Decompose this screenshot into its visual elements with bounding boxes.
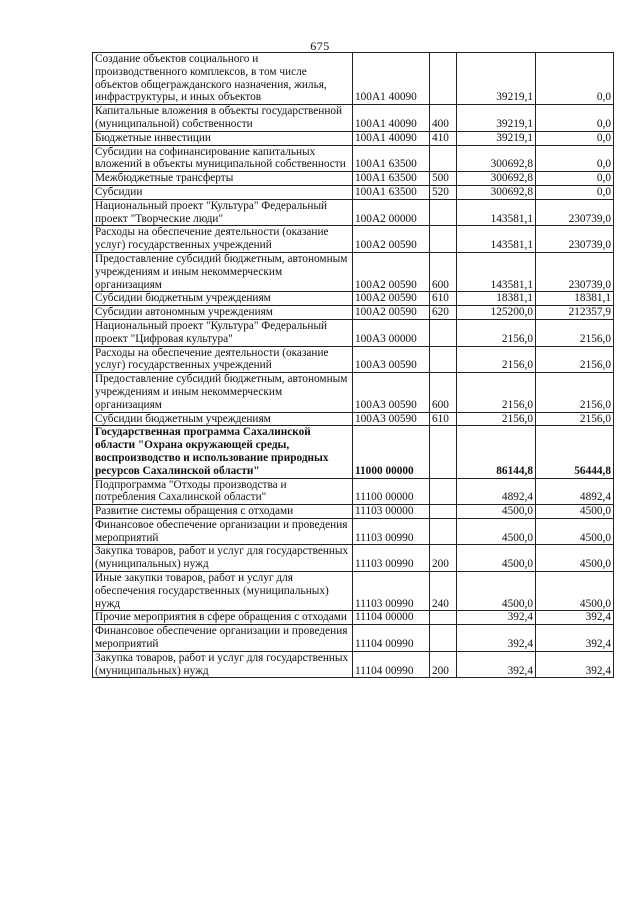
row-name-cell: Государственная программа Сахалинской области "Охрана окружающей среды, воспроизводство и использование природных ресурсов Сахалинской области" xyxy=(93,426,353,478)
row-name-cell: Закупка товаров, работ и услуг для государственных (муниципальных) нужд xyxy=(93,545,353,572)
table-row xyxy=(93,53,614,105)
row-expense-type-cell: 610 xyxy=(430,292,457,306)
row-code-cell: 11104 00000 xyxy=(353,611,430,625)
row-name-cell: Субсидии бюджетным учреждениям xyxy=(93,292,353,306)
row-value-1-cell: 2156,0 xyxy=(457,412,536,426)
row-value-2-cell: 0,0 xyxy=(536,145,614,172)
row-value-1-cell: 125200,0 xyxy=(457,306,536,320)
row-value-1-cell: 2156,0 xyxy=(457,319,536,346)
row-value-2-cell: 2156,0 xyxy=(536,346,614,373)
row-value-1-cell: 300692,8 xyxy=(457,172,536,186)
row-name-cell: Субсидии xyxy=(93,185,353,199)
row-name-cell: Субсидии автономным учреждениям xyxy=(93,306,353,320)
row-expense-type-cell xyxy=(430,319,457,346)
table-row xyxy=(93,145,614,172)
table-row xyxy=(93,185,614,199)
row-value-2-cell: 392,4 xyxy=(536,625,614,652)
row-value-2-cell: 0,0 xyxy=(536,53,614,105)
row-expense-type-cell xyxy=(430,145,457,172)
row-value-2-cell: 230739,0 xyxy=(536,252,614,291)
row-expense-type-cell xyxy=(430,53,457,105)
table-row xyxy=(93,131,614,145)
table-row xyxy=(93,292,614,306)
row-name-cell: Иные закупки товаров, работ и услуг для обеспечения государственных (муниципальных) нужд xyxy=(93,572,353,611)
table-row xyxy=(93,651,614,678)
row-name-cell: Расходы на обеспечение деятельности (оказание услуг) государственных учреждений xyxy=(93,226,353,253)
row-name-cell: Национальный проект "Культура" Федеральный проект "Творческие люди" xyxy=(93,199,353,226)
row-value-2-cell: 18381,1 xyxy=(536,292,614,306)
row-value-1-cell: 300692,8 xyxy=(457,145,536,172)
row-expense-type-cell: 520 xyxy=(430,185,457,199)
row-expense-type-cell xyxy=(430,518,457,545)
table-row xyxy=(93,478,614,505)
row-code-cell: 100А3 00590 xyxy=(353,373,430,412)
table-row xyxy=(93,505,614,519)
row-value-2-cell: 4500,0 xyxy=(536,505,614,519)
row-value-1-cell: 39219,1 xyxy=(457,105,536,132)
row-expense-type-cell xyxy=(430,426,457,478)
row-code-cell: 100А2 00590 xyxy=(353,306,430,320)
row-value-1-cell: 300692,8 xyxy=(457,185,536,199)
row-code-cell: 100А2 00590 xyxy=(353,226,430,253)
row-name-cell: Предоставление субсидий бюджетным, автономным учреждениям и иным некоммерческим организациям xyxy=(93,252,353,291)
row-code-cell: 11103 00990 xyxy=(353,518,430,545)
row-name-cell: Предоставление субсидий бюджетным, автономным учреждениям и иным некоммерческим организациям xyxy=(93,373,353,412)
table-row xyxy=(93,105,614,132)
row-name-cell: Развитие системы обращения с отходами xyxy=(93,505,353,519)
row-name-cell: Капитальные вложения в объекты государственной (муниципальной) собственности xyxy=(93,105,353,132)
row-code-cell: 100А3 00590 xyxy=(353,346,430,373)
row-value-1-cell: 39219,1 xyxy=(457,131,536,145)
row-code-cell: 100А1 40090 xyxy=(353,131,430,145)
row-name-cell: Межбюджетные трансферты xyxy=(93,172,353,186)
row-expense-type-cell xyxy=(430,346,457,373)
table-row xyxy=(93,545,614,572)
row-value-1-cell: 4500,0 xyxy=(457,518,536,545)
row-expense-type-cell: 240 xyxy=(430,572,457,611)
row-code-cell: 100А1 40090 xyxy=(353,53,430,105)
row-expense-type-cell: 610 xyxy=(430,412,457,426)
row-code-cell: 100А1 63500 xyxy=(353,185,430,199)
row-value-1-cell: 143581,1 xyxy=(457,199,536,226)
row-name-cell: Расходы на обеспечение деятельности (оказание услуг) государственных учреждений xyxy=(93,346,353,373)
row-value-2-cell: 4500,0 xyxy=(536,545,614,572)
row-value-1-cell: 2156,0 xyxy=(457,373,536,412)
row-code-cell: 100А2 00590 xyxy=(353,292,430,306)
row-code-cell: 100А2 00590 xyxy=(353,252,430,291)
row-expense-type-cell: 200 xyxy=(430,545,457,572)
row-value-1-cell: 86144,8 xyxy=(457,426,536,478)
row-expense-type-cell xyxy=(430,505,457,519)
row-value-1-cell: 143581,1 xyxy=(457,252,536,291)
row-value-2-cell: 56444,8 xyxy=(536,426,614,478)
row-value-1-cell: 4500,0 xyxy=(457,505,536,519)
budget-table-body xyxy=(93,53,614,678)
row-code-cell: 100А1 63500 xyxy=(353,172,430,186)
row-value-1-cell: 4500,0 xyxy=(457,572,536,611)
row-code-cell: 11100 00000 xyxy=(353,478,430,505)
row-value-2-cell: 0,0 xyxy=(536,131,614,145)
row-value-2-cell: 2156,0 xyxy=(536,319,614,346)
row-code-cell: 100А1 63500 xyxy=(353,145,430,172)
table-row xyxy=(93,306,614,320)
row-value-1-cell: 392,4 xyxy=(457,651,536,678)
row-name-cell: Субсидии на софинансирование капитальных вложений в объекты муниципальной собственности xyxy=(93,145,353,172)
row-expense-type-cell xyxy=(430,478,457,505)
table-row xyxy=(93,426,614,478)
row-name-cell: Создание объектов социального и производственного комплексов, в том числе объектов общегражданского назначения, жилья, инфраструктуры, и иных объектов xyxy=(93,53,353,105)
row-value-1-cell: 2156,0 xyxy=(457,346,536,373)
table-row xyxy=(93,611,614,625)
row-value-2-cell: 4500,0 xyxy=(536,518,614,545)
row-code-cell: 100А3 00590 xyxy=(353,412,430,426)
row-value-2-cell: 392,4 xyxy=(536,651,614,678)
row-value-1-cell: 4892,4 xyxy=(457,478,536,505)
row-value-2-cell: 0,0 xyxy=(536,172,614,186)
table-row xyxy=(93,199,614,226)
table-row xyxy=(93,346,614,373)
row-value-2-cell: 392,4 xyxy=(536,611,614,625)
table-row xyxy=(93,319,614,346)
table-row xyxy=(93,572,614,611)
row-name-cell: Закупка товаров, работ и услуг для государственных (муниципальных) нужд xyxy=(93,651,353,678)
row-expense-type-cell xyxy=(430,199,457,226)
table-row xyxy=(93,625,614,652)
budget-table xyxy=(92,52,614,678)
page-number: 675 xyxy=(310,39,330,53)
row-expense-type-cell xyxy=(430,625,457,652)
row-value-2-cell: 230739,0 xyxy=(536,199,614,226)
row-expense-type-cell xyxy=(430,226,457,253)
row-expense-type-cell: 500 xyxy=(430,172,457,186)
row-value-2-cell: 2156,0 xyxy=(536,373,614,412)
row-code-cell: 100А3 00000 xyxy=(353,319,430,346)
row-expense-type-cell: 620 xyxy=(430,306,457,320)
row-expense-type-cell: 400 xyxy=(430,105,457,132)
row-name-cell: Прочие мероприятия в сфере обращения с отходами xyxy=(93,611,353,625)
row-code-cell: 11103 00000 xyxy=(353,505,430,519)
row-code-cell: 11104 00990 xyxy=(353,625,430,652)
row-code-cell: 11103 00990 xyxy=(353,545,430,572)
row-value-1-cell: 39219,1 xyxy=(457,53,536,105)
table-row xyxy=(93,252,614,291)
row-code-cell: 11103 00990 xyxy=(353,572,430,611)
table-row xyxy=(93,172,614,186)
row-value-1-cell: 392,4 xyxy=(457,625,536,652)
row-value-1-cell: 4500,0 xyxy=(457,545,536,572)
table-row xyxy=(93,226,614,253)
row-expense-type-cell: 200 xyxy=(430,651,457,678)
row-code-cell: 11000 00000 xyxy=(353,426,430,478)
row-value-2-cell: 0,0 xyxy=(536,185,614,199)
row-name-cell: Национальный проект "Культура" Федеральный проект "Цифровая культура" xyxy=(93,319,353,346)
row-value-2-cell: 2156,0 xyxy=(536,412,614,426)
row-expense-type-cell: 410 xyxy=(430,131,457,145)
row-value-2-cell: 4892,4 xyxy=(536,478,614,505)
table-row xyxy=(93,373,614,412)
row-value-2-cell: 4500,0 xyxy=(536,572,614,611)
row-value-2-cell: 0,0 xyxy=(536,105,614,132)
row-code-cell: 11104 00990 xyxy=(353,651,430,678)
table-row xyxy=(93,518,614,545)
row-value-2-cell: 230739,0 xyxy=(536,226,614,253)
row-value-1-cell: 18381,1 xyxy=(457,292,536,306)
row-expense-type-cell: 600 xyxy=(430,252,457,291)
row-code-cell: 100А1 40090 xyxy=(353,105,430,132)
row-expense-type-cell xyxy=(430,611,457,625)
row-expense-type-cell: 600 xyxy=(430,373,457,412)
row-value-2-cell: 212357,9 xyxy=(536,306,614,320)
row-name-cell: Финансовое обеспечение организации и проведения мероприятий xyxy=(93,518,353,545)
row-code-cell: 100А2 00000 xyxy=(353,199,430,226)
row-name-cell: Бюджетные инвестиции xyxy=(93,131,353,145)
row-value-1-cell: 392,4 xyxy=(457,611,536,625)
row-name-cell: Субсидии бюджетным учреждениям xyxy=(93,412,353,426)
row-value-1-cell: 143581,1 xyxy=(457,226,536,253)
table-row xyxy=(93,412,614,426)
row-name-cell: Подпрограмма "Отходы производства и потребления Сахалинской области" xyxy=(93,478,353,505)
row-name-cell: Финансовое обеспечение организации и проведения мероприятий xyxy=(93,625,353,652)
